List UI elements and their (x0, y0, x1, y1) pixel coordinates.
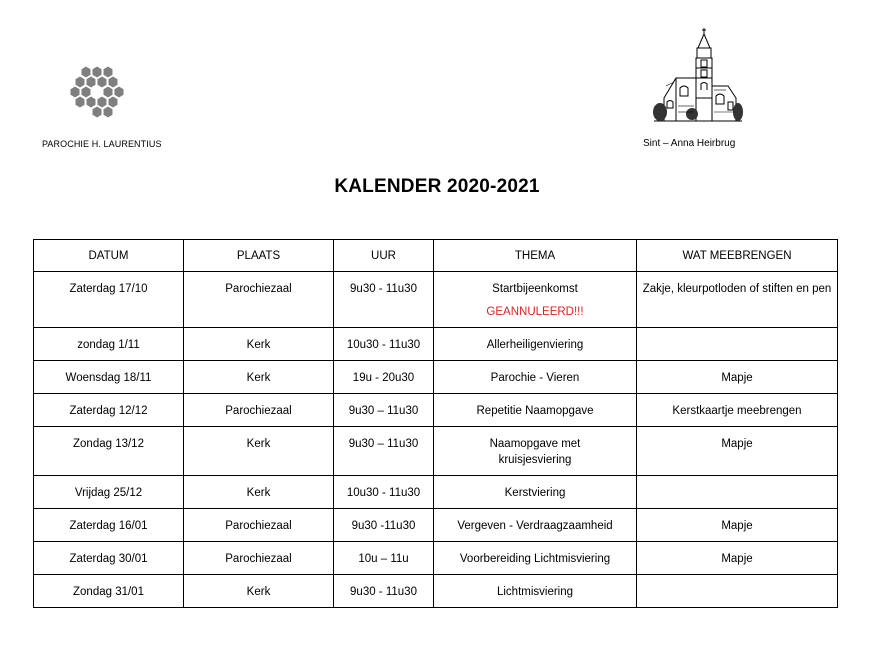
cell-plaats: Kerk (184, 427, 334, 476)
cell-meebrengen: Mapje (637, 427, 838, 476)
cell-thema: Repetitie Naamopgave (434, 394, 637, 427)
cell-datum: Zondag 31/01 (34, 575, 184, 608)
cell-thema (434, 427, 637, 476)
column-header-thema: THEMA (434, 240, 637, 272)
cell-meebrengen: Kerstkaartje meebrengen (637, 394, 838, 427)
table-row (34, 542, 838, 575)
column-header-uur: UUR (334, 240, 434, 272)
calendar-table (33, 239, 838, 608)
column-header-wat-meebrengen: WAT MEEBRENGEN (637, 240, 838, 272)
cell-plaats: Kerk (184, 361, 334, 394)
cell-uur: 9u30 - 11u30 (334, 272, 434, 328)
cell-meebrengen: Zakje, kleurpotloden of stiften en pen (637, 272, 838, 328)
village-name: Sint – Anna Heirbrug (643, 138, 736, 149)
table-row (34, 394, 838, 427)
parish-name: PAROCHIE H. LAURENTIUS (42, 139, 162, 149)
cell-uur: 10u – 11u (334, 542, 434, 575)
thema-text: Startbijeenkomst (492, 283, 578, 295)
cell-thema: Voorbereiding Lichtmisviering (434, 542, 637, 575)
hexagon-grapes-icon (68, 64, 128, 120)
cell-uur: 10u30 - 11u30 (334, 328, 434, 361)
cell-meebrengen (637, 476, 838, 509)
cell-plaats: Parochiezaal (184, 394, 334, 427)
cell-thema: Lichtmisviering (434, 575, 637, 608)
cell-plaats: Parochiezaal (184, 542, 334, 575)
cell-plaats: Kerk (184, 575, 334, 608)
cell-datum: Woensdag 18/11 (34, 361, 184, 394)
table-row (34, 361, 838, 394)
cell-plaats: Parochiezaal (184, 509, 334, 542)
cell-uur: 19u - 20u30 (334, 361, 434, 394)
cell-datum: Zaterdag 17/10 (34, 272, 184, 328)
church-drawing-icon (652, 26, 744, 126)
table-header-row (34, 240, 838, 272)
cell-uur: 9u30 – 11u30 (334, 394, 434, 427)
cell-datum: Zaterdag 30/01 (34, 542, 184, 575)
cell-thema: Vergeven - Verdraagzaamheid (434, 509, 637, 542)
cell-meebrengen (637, 575, 838, 608)
cell-uur: 9u30 -11u30 (334, 509, 434, 542)
cell-datum: Vrijdag 25/12 (34, 476, 184, 509)
cancelled-notice: GEANNULEERD!!! (486, 306, 584, 318)
cell-datum: zondag 1/11 (34, 328, 184, 361)
table-row (34, 328, 838, 361)
table-row (34, 509, 838, 542)
cell-uur: 9u30 – 11u30 (334, 427, 434, 476)
cell-meebrengen: Mapje (637, 542, 838, 575)
cell-datum: Zaterdag 16/01 (34, 509, 184, 542)
cell-thema: Parochie - Vieren (434, 361, 637, 394)
cell-plaats: Kerk (184, 476, 334, 509)
cell-meebrengen (637, 328, 838, 361)
cell-plaats: Kerk (184, 328, 334, 361)
cell-datum: Zondag 13/12 (34, 427, 184, 476)
cell-uur: 9u30 - 11u30 (334, 575, 434, 608)
cell-plaats: Parochiezaal (184, 272, 334, 328)
cell-thema (434, 272, 637, 328)
column-header-datum: DATUM (34, 240, 184, 272)
table-row (34, 575, 838, 608)
cell-thema: Allerheiligenviering (434, 328, 637, 361)
table-row (34, 427, 838, 476)
table-row (34, 272, 838, 328)
column-header-plaats: PLAATS (184, 240, 334, 272)
cell-meebrengen: Mapje (637, 509, 838, 542)
cell-meebrengen: Mapje (637, 361, 838, 394)
cell-datum: Zaterdag 12/12 (34, 394, 184, 427)
cell-uur: 10u30 - 11u30 (334, 476, 434, 509)
thema-text: Naamopgave met kruisjesviering (489, 438, 581, 466)
cell-thema: Kerstviering (434, 476, 637, 509)
table-row (34, 476, 838, 509)
page-title: KALENDER 2020-2021 (334, 176, 540, 197)
